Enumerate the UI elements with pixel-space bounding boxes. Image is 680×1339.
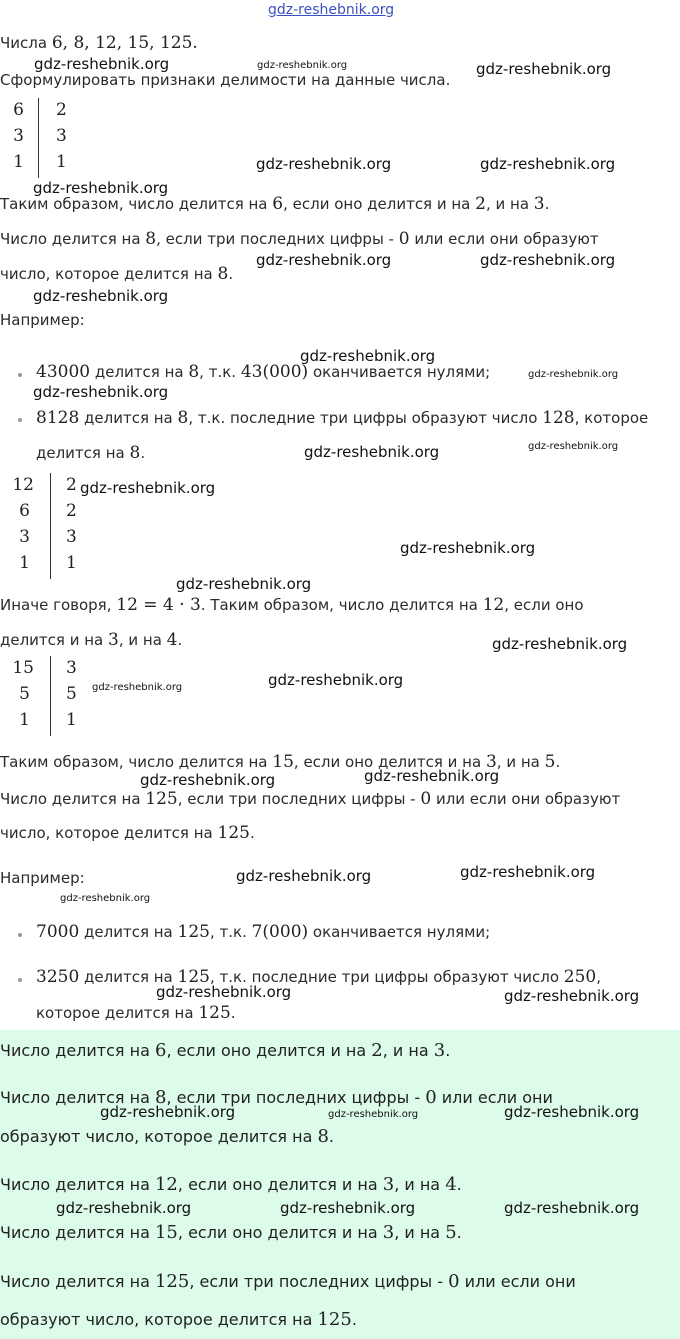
text: , если три последних цифры - <box>166 1088 426 1107</box>
math: 5 <box>544 752 556 772</box>
watermark-text: gdz-reshebnik.org <box>400 539 536 557</box>
text: , если три последних цифры - <box>156 230 399 248</box>
text: , и на <box>485 195 534 213</box>
math: 8 <box>188 362 200 382</box>
answer-rule-8-line-1 <box>0 1087 553 1108</box>
text: Число делится на <box>0 1175 155 1194</box>
table-cell-right: 3 <box>66 658 77 678</box>
math: 0 <box>448 1271 460 1292</box>
math: 125 <box>217 823 250 843</box>
math: 15 <box>154 1222 178 1243</box>
table-cell-right: 5 <box>66 684 77 704</box>
table-cell-right: 2 <box>66 475 77 495</box>
text: , т.к. последние три цифры образуют число <box>188 409 543 427</box>
watermark-text: gdz-reshebnik.org <box>33 383 169 401</box>
factor-table-6 <box>0 98 80 178</box>
text: Число делится на <box>0 1272 155 1291</box>
text: . Таким образом, число делится на <box>200 596 483 614</box>
text: , если оно делится и на <box>283 195 476 213</box>
text: . <box>351 1310 357 1329</box>
table-cell-left: 12 <box>12 475 34 495</box>
math: 125 <box>177 967 210 987</box>
text: оканчивается нулями; <box>308 363 491 381</box>
table-cell-left: 3 <box>13 126 24 146</box>
watermark-text: gdz-reshebnik.org <box>280 1199 416 1217</box>
text: которое делится на <box>36 1004 199 1022</box>
math: 7(000) <box>251 922 309 942</box>
watermark-text: gdz-reshebnik.org <box>156 983 292 1001</box>
watermark-text: gdz-reshebnik.org <box>528 441 619 452</box>
answer-rule-8-line-2 <box>0 1126 334 1147</box>
math: 3 <box>433 1040 446 1061</box>
rule-8-line-1 <box>0 229 599 249</box>
math: 2 <box>475 194 486 214</box>
text: . <box>328 1127 334 1146</box>
watermark-text: gdz-reshebnik.org <box>480 155 616 173</box>
math: 12 <box>154 1174 178 1195</box>
table-cell-left: 1 <box>19 710 30 730</box>
math: 7000 <box>36 922 80 942</box>
rule-12-line-1 <box>0 595 584 615</box>
text: , если три последних цифры - <box>177 790 421 808</box>
example-125-item-2-line-1 <box>36 967 601 987</box>
rule-125-line-2 <box>0 823 255 843</box>
text: или если они <box>459 1272 576 1291</box>
math: 125 <box>145 789 178 809</box>
table-cell-right: 3 <box>66 527 77 547</box>
text: , если оно <box>504 596 584 614</box>
text: число, которое делится на <box>0 265 218 283</box>
text: . <box>249 824 255 842</box>
text: . <box>228 265 234 283</box>
answer-rule-15 <box>0 1222 462 1243</box>
math: 3 <box>533 194 545 214</box>
math: 8 <box>317 1126 329 1147</box>
example-label: Например: <box>0 311 85 329</box>
math: 43000 <box>36 362 91 382</box>
text: , и на <box>382 1041 434 1060</box>
text: оканчивается нулями; <box>308 923 491 941</box>
text: образуют число, которое делится на <box>0 1310 318 1329</box>
table-cell-right: 3 <box>56 126 67 146</box>
example-125-item-1 <box>36 922 490 942</box>
watermark-text: gdz-reshebnik.org <box>476 60 612 78</box>
watermark-text: gdz-reshebnik.org <box>460 863 596 881</box>
text: образуют число, которое делится на <box>0 1127 318 1146</box>
text: . <box>230 1004 236 1022</box>
text: делится на <box>79 409 178 427</box>
table-cell-left: 5 <box>19 684 30 704</box>
math: 0 <box>420 789 432 809</box>
watermark-text: gdz-reshebnik.org <box>257 60 348 71</box>
text: , <box>596 968 602 986</box>
watermark-text: gdz-reshebnik.org <box>34 55 170 73</box>
rule-12-line-2 <box>0 630 182 650</box>
watermark-text: gdz-reshebnik.org <box>92 682 183 693</box>
bullet-dot <box>18 373 22 377</box>
table-divider <box>50 473 51 579</box>
table-cell-left: 1 <box>19 553 30 573</box>
numbers-list: 6, 8, 12, 15, 125. <box>51 33 198 53</box>
text: делится и на <box>0 631 108 649</box>
bullet-dot <box>18 418 22 422</box>
text: . <box>456 1175 462 1194</box>
rule-8-line-2 <box>0 264 233 284</box>
text: Число делится на <box>0 230 146 248</box>
watermark-text: gdz-reshebnik.org <box>504 1199 640 1217</box>
math: 125 <box>154 1271 190 1292</box>
text: Число делится на <box>0 1223 155 1242</box>
answer-rule-12 <box>0 1174 462 1195</box>
math: 12 = 4 · 3 <box>116 595 201 615</box>
table-cell-right: 2 <box>56 100 67 120</box>
watermark-text: gdz-reshebnik.org <box>100 1103 236 1121</box>
factor-table-15 <box>0 656 90 736</box>
example-125-item-2-line-2 <box>36 1003 236 1023</box>
watermark-text: gdz-reshebnik.org <box>328 1109 419 1120</box>
watermark-text: gdz-reshebnik.org <box>33 179 169 197</box>
math: 8128 <box>36 408 80 428</box>
answer-rule-125-line-1 <box>0 1271 576 1292</box>
watermark-text: gdz-reshebnik.org <box>56 1199 192 1217</box>
math: 125 <box>198 1003 231 1023</box>
text: делится на <box>36 444 130 462</box>
text: . <box>140 444 146 462</box>
text: . <box>456 1223 462 1242</box>
math: 250 <box>563 967 597 987</box>
watermark-text: gdz-reshebnik.org <box>364 767 500 785</box>
math: 125 <box>317 1309 352 1330</box>
math: 8 <box>154 1087 167 1108</box>
text: число, которое делится на <box>0 824 218 842</box>
math: 8 <box>177 408 189 428</box>
text: Число делится на <box>0 790 146 808</box>
text: , и на <box>394 1175 446 1194</box>
watermark-text: gdz-reshebnik.org <box>140 771 276 789</box>
example-8-item-1 <box>36 362 490 382</box>
watermark-text: gdz-reshebnik.org <box>504 1103 640 1121</box>
math: 6 <box>272 194 284 214</box>
table-cell-left: 6 <box>19 501 30 521</box>
text: или если они образуют <box>409 230 599 248</box>
watermark-text: gdz-reshebnik.org <box>176 575 312 593</box>
text: , если оно делится и на <box>177 1175 383 1194</box>
table-cell-right: 1 <box>56 152 67 172</box>
watermark-text: gdz-reshebnik.org <box>528 369 619 380</box>
math: 43(000) <box>240 362 309 382</box>
text: Таким образом, число делится на <box>0 195 273 213</box>
text: , если оно делится и на <box>166 1041 372 1060</box>
watermark-text: gdz-reshebnik.org <box>256 155 392 173</box>
watermark-text: gdz-reshebnik.org <box>504 987 640 1005</box>
text: , если оно делится и на <box>177 1223 383 1242</box>
watermark-text: gdz-reshebnik.org <box>300 347 436 365</box>
rule-125-line-1 <box>0 789 620 809</box>
text: , т.к. последние три цифры образуют число <box>209 968 564 986</box>
text: Иначе говоря, <box>0 596 117 614</box>
task-statement: Сформулировать признаки делимости на данные числа. <box>0 71 451 89</box>
text: . <box>555 753 561 771</box>
table-cell-right: 1 <box>66 710 77 730</box>
watermark-text: gdz-reshebnik.org <box>60 893 151 904</box>
math: 4 <box>445 1174 457 1195</box>
table-cell-right: 2 <box>66 501 77 521</box>
watermark-text: gdz-reshebnik.org <box>236 867 372 885</box>
math: 0 <box>425 1087 437 1108</box>
table-cell-left: 15 <box>12 658 34 678</box>
watermark-text: gdz-reshebnik.org <box>33 287 169 305</box>
table-cell-left: 1 <box>13 152 24 172</box>
text: . <box>177 631 183 649</box>
math: 3250 <box>36 967 80 987</box>
text: делится на <box>79 968 178 986</box>
math: 3 <box>485 752 497 772</box>
example-label: Например: <box>0 869 85 887</box>
watermark-text: gdz-reshebnik.org <box>268 671 404 689</box>
math: 125 <box>177 922 210 942</box>
header-watermark-link[interactable]: gdz-reshebnik.org <box>268 2 395 18</box>
math: 12 <box>482 595 505 615</box>
watermark-text: gdz-reshebnik.org <box>492 635 628 653</box>
table-cell-left: 6 <box>13 100 24 120</box>
text: Число делится на <box>0 1088 155 1107</box>
watermark-text: gdz-reshebnik.org <box>80 479 216 497</box>
bullet-dot <box>18 933 22 937</box>
text: или если они образуют <box>431 790 621 808</box>
math: 2 <box>371 1040 383 1061</box>
text: , и на <box>394 1223 446 1242</box>
text: . <box>445 1041 451 1060</box>
table-divider <box>50 656 51 736</box>
text: Число делится на <box>0 1041 155 1060</box>
rule-6-line <box>0 194 549 214</box>
math: 3 <box>382 1174 395 1195</box>
math: 8 <box>129 443 141 463</box>
answer-rule-6 <box>0 1040 450 1061</box>
math: 8 <box>217 264 229 284</box>
text: Таким образом, число делится на <box>0 753 273 771</box>
numbers-label: Числа <box>0 34 52 52</box>
math: 4 <box>166 630 178 650</box>
numbers-line <box>0 33 198 53</box>
text: делится на <box>79 923 178 941</box>
text: , которое <box>574 409 649 427</box>
example-8-item-2-line-1 <box>36 408 648 428</box>
text: или если они <box>436 1088 553 1107</box>
text: , если три последних цифры - <box>189 1272 449 1291</box>
text: , т.к. <box>199 363 241 381</box>
table-cell-left: 3 <box>19 527 30 547</box>
watermark-text: gdz-reshebnik.org <box>304 443 440 461</box>
table-cell-right: 1 <box>66 553 77 573</box>
answer-rule-125-line-2 <box>0 1309 357 1330</box>
math: 3 <box>108 630 119 650</box>
math: 3 <box>382 1222 395 1243</box>
bullet-dot <box>18 978 22 982</box>
example-8-item-2-line-2 <box>36 443 145 463</box>
math: 8 <box>145 229 157 249</box>
math: 128 <box>542 408 575 428</box>
text: . <box>544 195 550 213</box>
math: 0 <box>398 229 410 249</box>
text: , и на <box>496 753 545 771</box>
math: 6 <box>154 1040 167 1061</box>
text: , т.к. <box>209 923 252 941</box>
text: делится на <box>90 363 189 381</box>
text: , и на <box>118 631 167 649</box>
factor-table-12 <box>0 473 90 579</box>
watermark-text: gdz-reshebnik.org <box>480 251 616 269</box>
watermark-text: gdz-reshebnik.org <box>256 251 392 269</box>
table-divider <box>38 98 39 178</box>
text: , если оно делится и на <box>293 753 486 771</box>
math: 5 <box>445 1222 457 1243</box>
math: 15 <box>272 752 294 772</box>
